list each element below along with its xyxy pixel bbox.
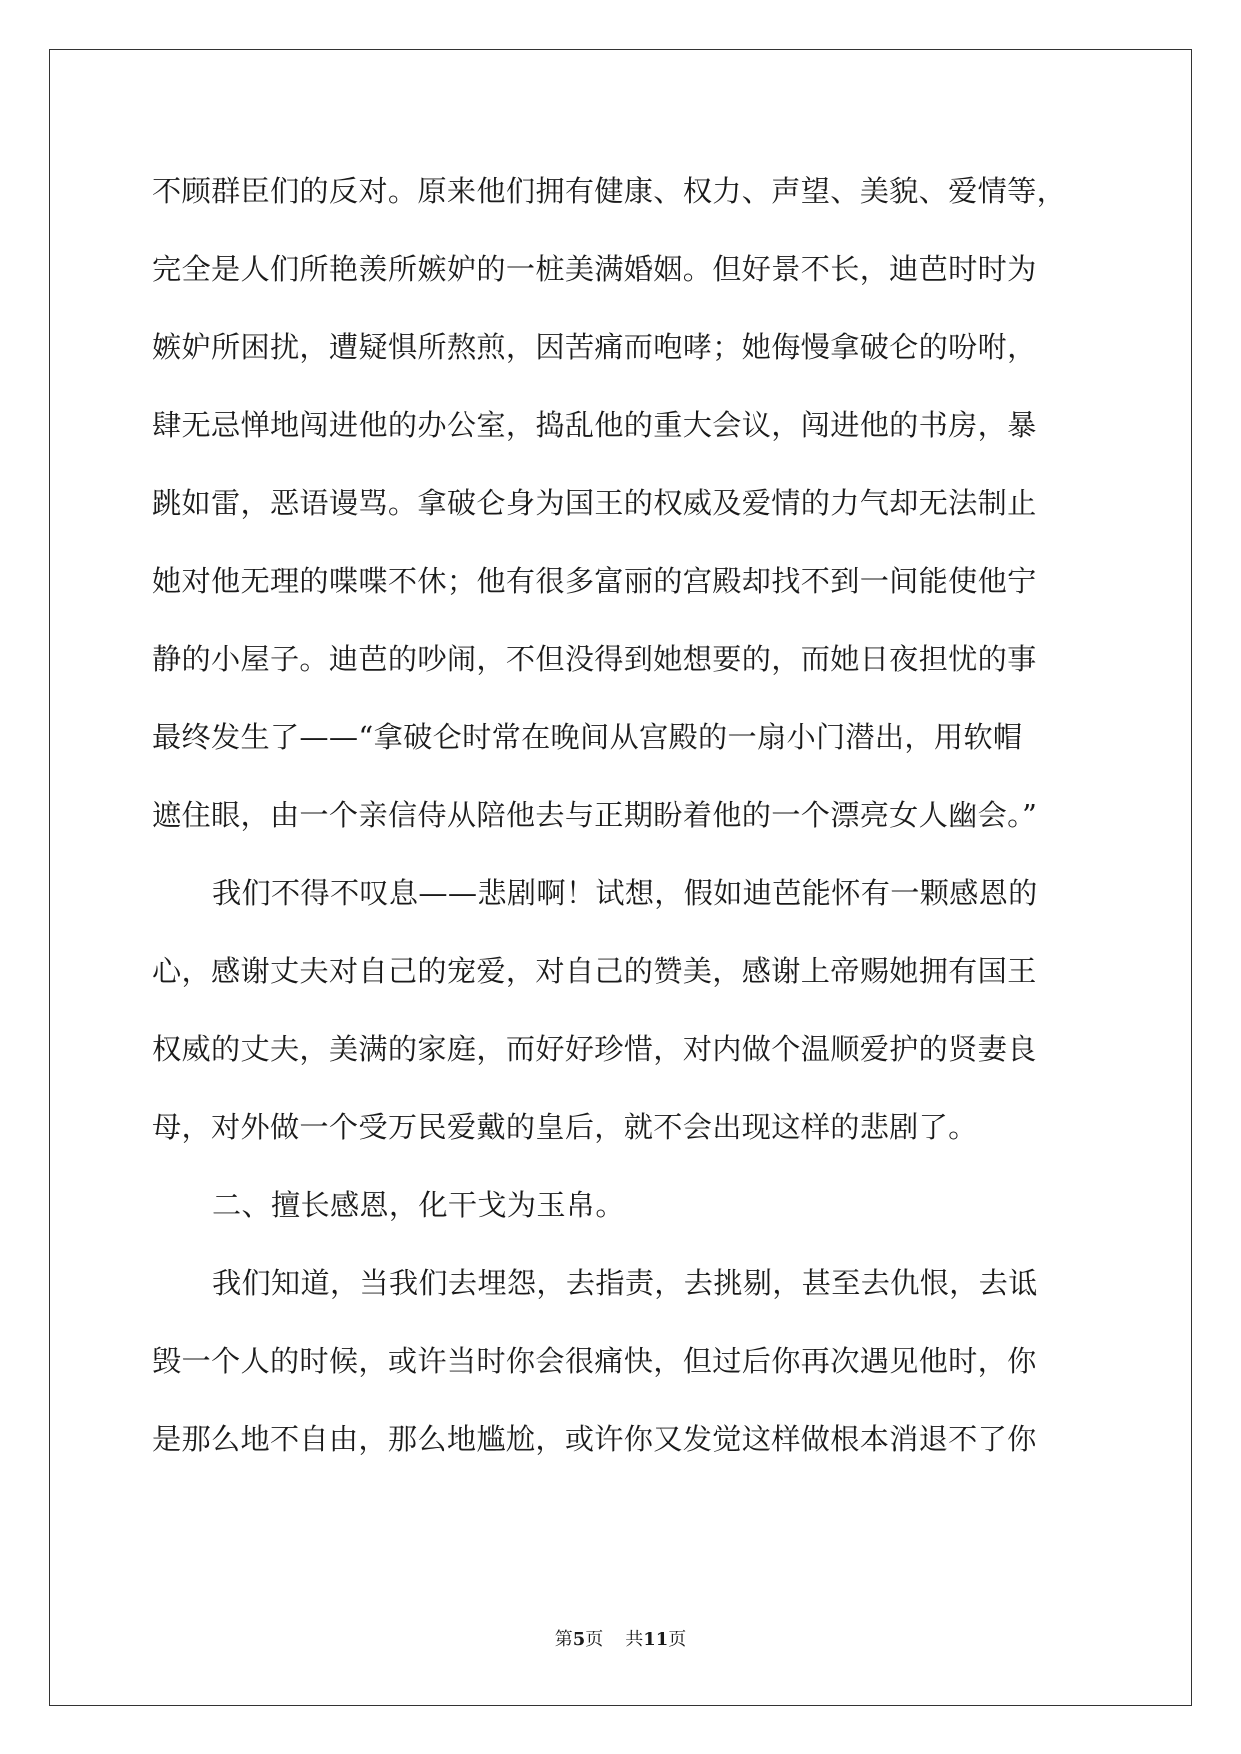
text-line: 是那么地不自由，那么地尴尬，或许你又发觉这样做根本消退不了你 bbox=[152, 1422, 1037, 1456]
paragraph-start-line: 我们知道，当我们去埋怨，去指责，去挑剔，甚至去仇恨，去诋 bbox=[212, 1266, 1038, 1300]
text-line: 不顾群臣们的反对。原来他们拥有健康、权力、声望、美貌、爱情等， bbox=[152, 174, 1067, 208]
total-prefix: 共 bbox=[625, 1629, 644, 1650]
text-line: 母，对外做一个受万民爱戴的皇后，就不会出现这样的悲剧了。 bbox=[152, 1110, 978, 1144]
page-total: 11 bbox=[643, 1629, 669, 1650]
paragraph-start-line: 我们不得不叹息——悲剧啊！试想，假如迪芭能怀有一颗感恩的 bbox=[212, 876, 1038, 910]
total-suffix: 页 bbox=[668, 1629, 687, 1650]
section-heading: 二、擅长感恩，化干戈为玉帛。 bbox=[212, 1188, 625, 1222]
text-line: 心，感谢丈夫对自己的宠爱，对自己的赞美，感谢上帝赐她拥有国王 bbox=[152, 954, 1037, 988]
text-line: 她对他无理的喋喋不休；他有很多富丽的宫殿却找不到一间能使他宁 bbox=[152, 564, 1037, 598]
text-line: 完全是人们所艳羡所嫉妒的一桩美满婚姻。但好景不长，迪芭时时为 bbox=[152, 252, 1037, 286]
page-prefix: 第 bbox=[554, 1629, 573, 1650]
page-suffix: 页 bbox=[585, 1629, 604, 1650]
document-body bbox=[152, 152, 1088, 1478]
page-number: 5 bbox=[572, 1629, 586, 1650]
text-line: 遮住眼，由一个亲信侍从陪他去与正期盼着他的一个漂亮女人幽会。” bbox=[152, 798, 1038, 832]
text-line: 毁一个人的时候，或许当时你会很痛快，但过后你再次遇见他时，你 bbox=[152, 1344, 1037, 1378]
text-line: 权威的丈夫，美满的家庭，而好好珍惜，对内做个温顺爱护的贤妻良 bbox=[152, 1032, 1037, 1066]
text-line: 肆无忌惮地闯进他的办公室，捣乱他的重大会议，闯进他的书房，暴 bbox=[152, 408, 1037, 442]
text-line: 最终发生了——“拿破仑时常在晚间从宫殿的一扇小门潜出，用软帽 bbox=[152, 720, 1023, 754]
page-footer bbox=[0, 1625, 1241, 1651]
text-line: 静的小屋子。迪芭的吵闹，不但没得到她想要的，而她日夜担忧的事 bbox=[152, 642, 1037, 676]
text-line: 嫉妒所困扰，遭疑惧所熬煎，因苦痛而咆哮；她侮慢拿破仑的吩咐， bbox=[152, 330, 1037, 364]
text-line: 跳如雷，恶语谩骂。拿破仑身为国王的权威及爱情的力气却无法制止 bbox=[152, 486, 1037, 520]
